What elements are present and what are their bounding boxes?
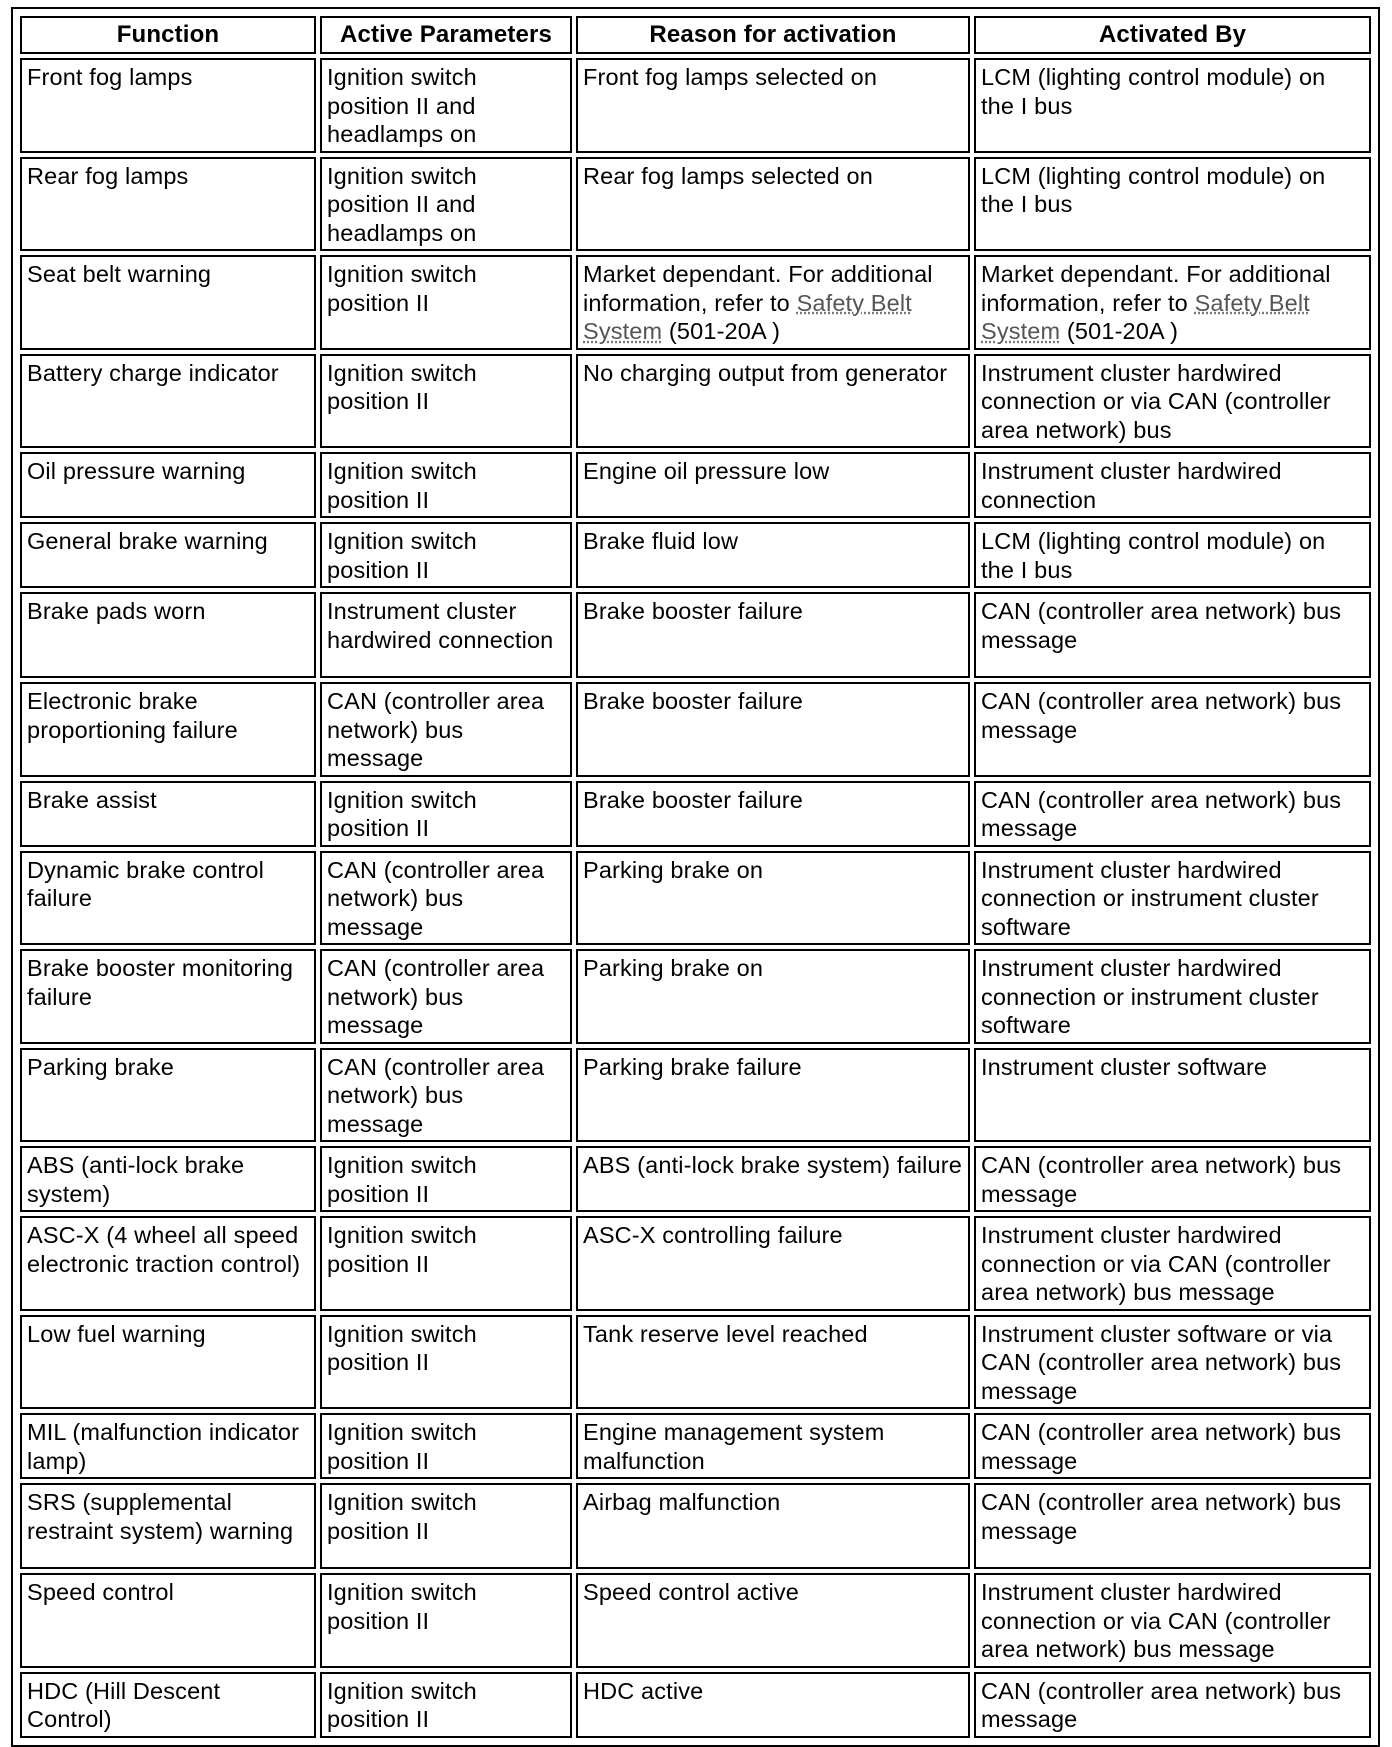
header-function: Function: [20, 16, 316, 54]
cell-activated-by: Instrument cluster hardwired connection: [974, 452, 1371, 518]
cell-activated-by: CAN (controller area network) bus message: [974, 682, 1371, 777]
cell-activated-by: LCM (lighting control module) on the I bus: [974, 58, 1371, 153]
cell-function: Rear fog lamps: [20, 157, 316, 252]
cell-reason: No charging output from generator: [576, 354, 970, 449]
table-row: [20, 1573, 1371, 1668]
cell-reason: Engine management system malfunction: [576, 1413, 970, 1479]
table-row: [20, 58, 1371, 153]
cell-activated-by: Instrument cluster software: [974, 1048, 1371, 1143]
cell-reason: Parking brake on: [576, 949, 970, 1044]
table-row: [20, 1672, 1371, 1738]
cell-activated-by: CAN (controller area network) bus message: [974, 1413, 1371, 1479]
cell-function: Low fuel warning: [20, 1315, 316, 1410]
cell-activated-by: Instrument cluster hardwired connection or instrument cluster software: [974, 949, 1371, 1044]
header-activated-by: Activated By: [974, 16, 1371, 54]
cell-active-parameters: CAN (controller area network) bus message: [320, 682, 572, 777]
table-row: [20, 781, 1371, 847]
cell-activated-by: CAN (controller area network) bus message: [974, 592, 1371, 678]
table-row: [20, 354, 1371, 449]
cell-function: Front fog lamps: [20, 58, 316, 153]
cell-reason: Parking brake on: [576, 851, 970, 946]
seatbelt-ref-text: Market dependant. For additional information, refer to: [583, 261, 933, 316]
cell-function: Seat belt warning: [20, 255, 316, 350]
cell-active-parameters: CAN (controller area network) bus message: [320, 851, 572, 946]
table-row: [20, 1048, 1371, 1143]
cell-function: Dynamic brake control failure: [20, 851, 316, 946]
header-active-parameters: Active Parameters: [320, 16, 572, 54]
safety-belt-system-link[interactable]: Safety Belt System: [583, 289, 912, 344]
cell-active-parameters: Ignition switch position II: [320, 1413, 572, 1479]
cell-activated-by: LCM (lighting control module) on the I bus: [974, 157, 1371, 252]
cell-activated-by: CAN (controller area network) bus message: [974, 1146, 1371, 1212]
cell-function: ASC-X (4 wheel all speed electronic traction control): [20, 1216, 316, 1311]
cell-activated-by: Instrument cluster hardwired connection or via CAN (controller area network) bus: [974, 354, 1371, 449]
cell-active-parameters: Ignition switch position II: [320, 255, 572, 350]
cell-activated-by: Instrument cluster hardwired connection or via CAN (controller area network) bus message: [974, 1573, 1371, 1668]
table-row: [20, 1413, 1371, 1479]
cell-function: General brake warning: [20, 522, 316, 588]
cell-reason: Brake booster failure: [576, 781, 970, 847]
table-row: [20, 1483, 1371, 1569]
cell-function: Brake pads worn: [20, 592, 316, 678]
cell-active-parameters: CAN (controller area network) bus message: [320, 1048, 572, 1143]
cell-active-parameters: Ignition switch position II: [320, 781, 572, 847]
cell-function: SRS (supplemental restraint system) warning: [20, 1483, 316, 1569]
cell-activated-by: Instrument cluster hardwired connection or via CAN (controller area network) bus message: [974, 1216, 1371, 1311]
cell-activated-by: [974, 255, 1371, 350]
seatbelt-ref-section: (501-20A ): [662, 318, 781, 344]
cell-function: HDC (Hill Descent Control): [20, 1672, 316, 1738]
table-row: [20, 1216, 1371, 1311]
cell-function: ABS (anti-lock brake system): [20, 1146, 316, 1212]
cell-active-parameters: Ignition switch position II: [320, 522, 572, 588]
cell-active-parameters: Ignition switch position II: [320, 1672, 572, 1738]
cell-function: MIL (malfunction indicator lamp): [20, 1413, 316, 1479]
cell-activated-by: CAN (controller area network) bus message: [974, 781, 1371, 847]
safety-belt-system-link[interactable]: Safety Belt System: [981, 289, 1310, 344]
table-row: [20, 1146, 1371, 1212]
cell-reason: Brake booster failure: [576, 682, 970, 777]
table-row: [20, 851, 1371, 946]
cell-activated-by: LCM (lighting control module) on the I bus: [974, 522, 1371, 588]
table-row: [20, 592, 1371, 678]
header-reason-for-activation: Reason for activation: [576, 16, 970, 54]
seatbelt-ref-text: Market dependant. For additional information, refer to: [981, 261, 1331, 316]
cell-function: Speed control: [20, 1573, 316, 1668]
table-row: [20, 255, 1371, 350]
cell-reason: ASC-X controlling failure: [576, 1216, 970, 1311]
cell-activated-by: CAN (controller area network) bus message: [974, 1672, 1371, 1738]
table-row: [20, 452, 1371, 518]
cell-active-parameters: Ignition switch position II: [320, 452, 572, 518]
cell-active-parameters: Ignition switch position II: [320, 1483, 572, 1569]
table-row: [20, 522, 1371, 588]
cell-active-parameters: Ignition switch position II: [320, 1216, 572, 1311]
cell-active-parameters: Ignition switch position II and headlamps on: [320, 58, 572, 153]
header-row: [20, 16, 1371, 54]
cell-function: Brake assist: [20, 781, 316, 847]
table-row: [20, 1315, 1371, 1410]
cell-reason: Brake booster failure: [576, 592, 970, 678]
cell-function: Electronic brake proportioning failure: [20, 682, 316, 777]
seatbelt-ref-section: (501-20A ): [1060, 318, 1179, 344]
table-row: [20, 157, 1371, 252]
cell-reason: HDC active: [576, 1672, 970, 1738]
cell-function: Parking brake: [20, 1048, 316, 1143]
cell-active-parameters: CAN (controller area network) bus message: [320, 949, 572, 1044]
cell-active-parameters: Ignition switch position II: [320, 1573, 572, 1668]
cell-reason: Airbag malfunction: [576, 1483, 970, 1569]
cell-active-parameters: Instrument cluster hardwired connection: [320, 592, 572, 678]
cell-active-parameters: Ignition switch position II and headlamps on: [320, 157, 572, 252]
cell-reason: Speed control active: [576, 1573, 970, 1668]
cell-activated-by: Instrument cluster hardwired connection or instrument cluster software: [974, 851, 1371, 946]
cell-reason: Engine oil pressure low: [576, 452, 970, 518]
cell-reason: Front fog lamps selected on: [576, 58, 970, 153]
cell-active-parameters: Ignition switch position II: [320, 1146, 572, 1212]
table-row: [20, 682, 1371, 777]
cell-activated-by: Instrument cluster software or via CAN (controller area network) bus message: [974, 1315, 1371, 1410]
cell-reason: Rear fog lamps selected on: [576, 157, 970, 252]
cell-function: Brake booster monitoring failure: [20, 949, 316, 1044]
cell-reason: Brake fluid low: [576, 522, 970, 588]
cell-function: Oil pressure warning: [20, 452, 316, 518]
cell-reason: Tank reserve level reached: [576, 1315, 970, 1410]
cell-reason: Parking brake failure: [576, 1048, 970, 1143]
cell-reason: ABS (anti-lock brake system) failure: [576, 1146, 970, 1212]
table-row: [20, 949, 1371, 1044]
cell-active-parameters: Ignition switch position II: [320, 354, 572, 449]
spec-table-frame: [11, 7, 1380, 1747]
cell-activated-by: CAN (controller area network) bus message: [974, 1483, 1371, 1569]
cell-reason: [576, 255, 970, 350]
cell-active-parameters: Ignition switch position II: [320, 1315, 572, 1410]
function-table: [16, 12, 1375, 1742]
cell-function: Battery charge indicator: [20, 354, 316, 449]
